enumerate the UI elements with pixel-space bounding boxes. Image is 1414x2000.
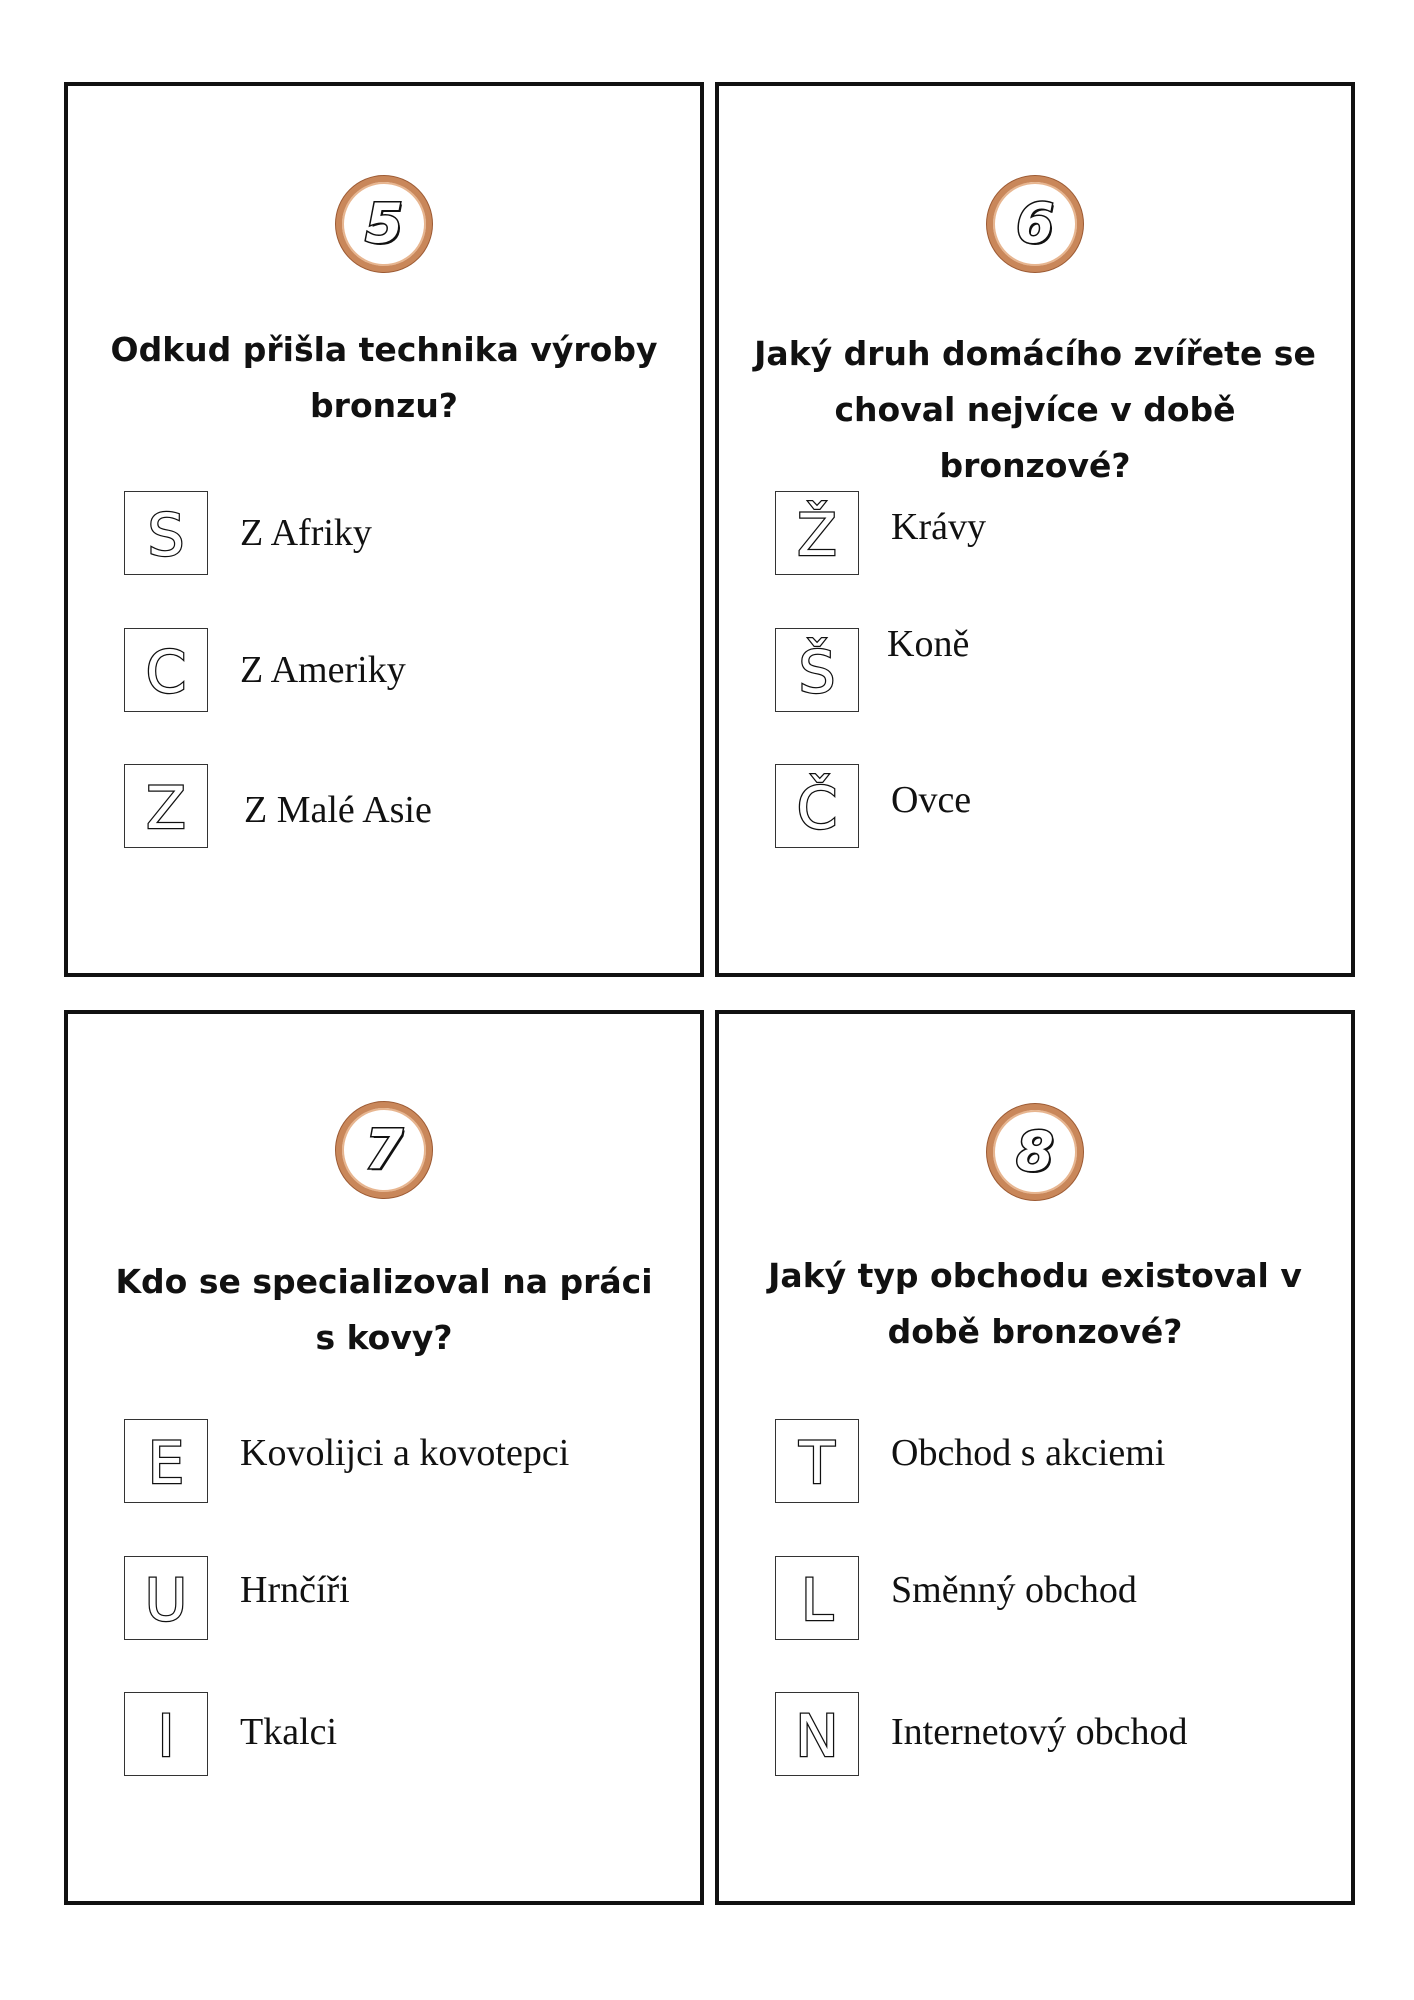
quiz-card-8 xyxy=(715,1010,1355,1905)
answer-letter-box xyxy=(775,491,859,575)
answer-letter-box xyxy=(124,491,208,575)
answer-letter-box xyxy=(124,1556,208,1640)
question-number-badge xyxy=(987,1104,1083,1200)
answer-text: Z Ameriky xyxy=(240,649,406,691)
answer-letter: I xyxy=(157,1702,175,1770)
answer-letter-box xyxy=(124,628,208,712)
answer-letter: N xyxy=(795,1702,839,1770)
question-number: 7 xyxy=(365,1118,403,1181)
answer-letter-box xyxy=(775,1419,859,1503)
quiz-card-7 xyxy=(64,1010,704,1905)
answer-text: Kovolijci a kovotepci xyxy=(240,1432,570,1474)
answer-letter-box xyxy=(124,1692,208,1776)
question-number: 8 xyxy=(1016,1120,1054,1183)
answer-letter: Z xyxy=(146,774,186,842)
answer-letter: U xyxy=(144,1566,188,1634)
answer-letter: T xyxy=(799,1429,835,1497)
question-text: Jaký druh domácího zvířete se choval nejvíce v době bronzové? xyxy=(754,334,1316,485)
answer-letter-box xyxy=(775,764,859,848)
answer-letter-box xyxy=(775,1556,859,1640)
answer-letter: E xyxy=(147,1429,185,1497)
answer-letter-box xyxy=(775,1692,859,1776)
answer-text: Obchod s akciemi xyxy=(891,1432,1166,1474)
answer-text: Směnný obchod xyxy=(891,1569,1137,1611)
answer-letter: S xyxy=(147,501,185,569)
answer-letter-box xyxy=(124,764,208,848)
answer-letter: Š xyxy=(798,638,836,706)
answer-letter: Ž xyxy=(797,501,837,569)
answer-text: Tkalci xyxy=(240,1711,338,1753)
question-number-badge xyxy=(336,1102,432,1198)
question-text: Jaký typ obchodu existoval v době bronzové? xyxy=(768,1256,1302,1351)
question-text: Kdo se specializoval na práci s kovy? xyxy=(115,1262,653,1357)
answer-text: Krávy xyxy=(891,506,986,548)
answer-letter-box xyxy=(775,628,859,712)
answer-text: Koně xyxy=(887,623,970,665)
answer-letter-box xyxy=(124,1419,208,1503)
answer-text: Z Malé Asie xyxy=(244,789,432,831)
quiz-card-5 xyxy=(64,82,704,977)
question-number-badge xyxy=(987,176,1083,272)
answer-text: Internetový obchod xyxy=(891,1711,1188,1753)
question-number-badge xyxy=(336,176,432,272)
answer-letter: Č xyxy=(796,774,838,842)
answer-text: Z Afriky xyxy=(240,512,372,554)
answer-letter: C xyxy=(145,638,187,706)
question-number: 6 xyxy=(1016,192,1054,255)
question-text: Odkud přišla technika výroby bronzu? xyxy=(110,330,658,425)
answer-letter: L xyxy=(800,1566,834,1634)
answer-text: Hrnčíři xyxy=(240,1569,350,1611)
quiz-card-6 xyxy=(715,82,1355,977)
answer-text: Ovce xyxy=(891,779,972,821)
question-number: 5 xyxy=(365,192,403,255)
